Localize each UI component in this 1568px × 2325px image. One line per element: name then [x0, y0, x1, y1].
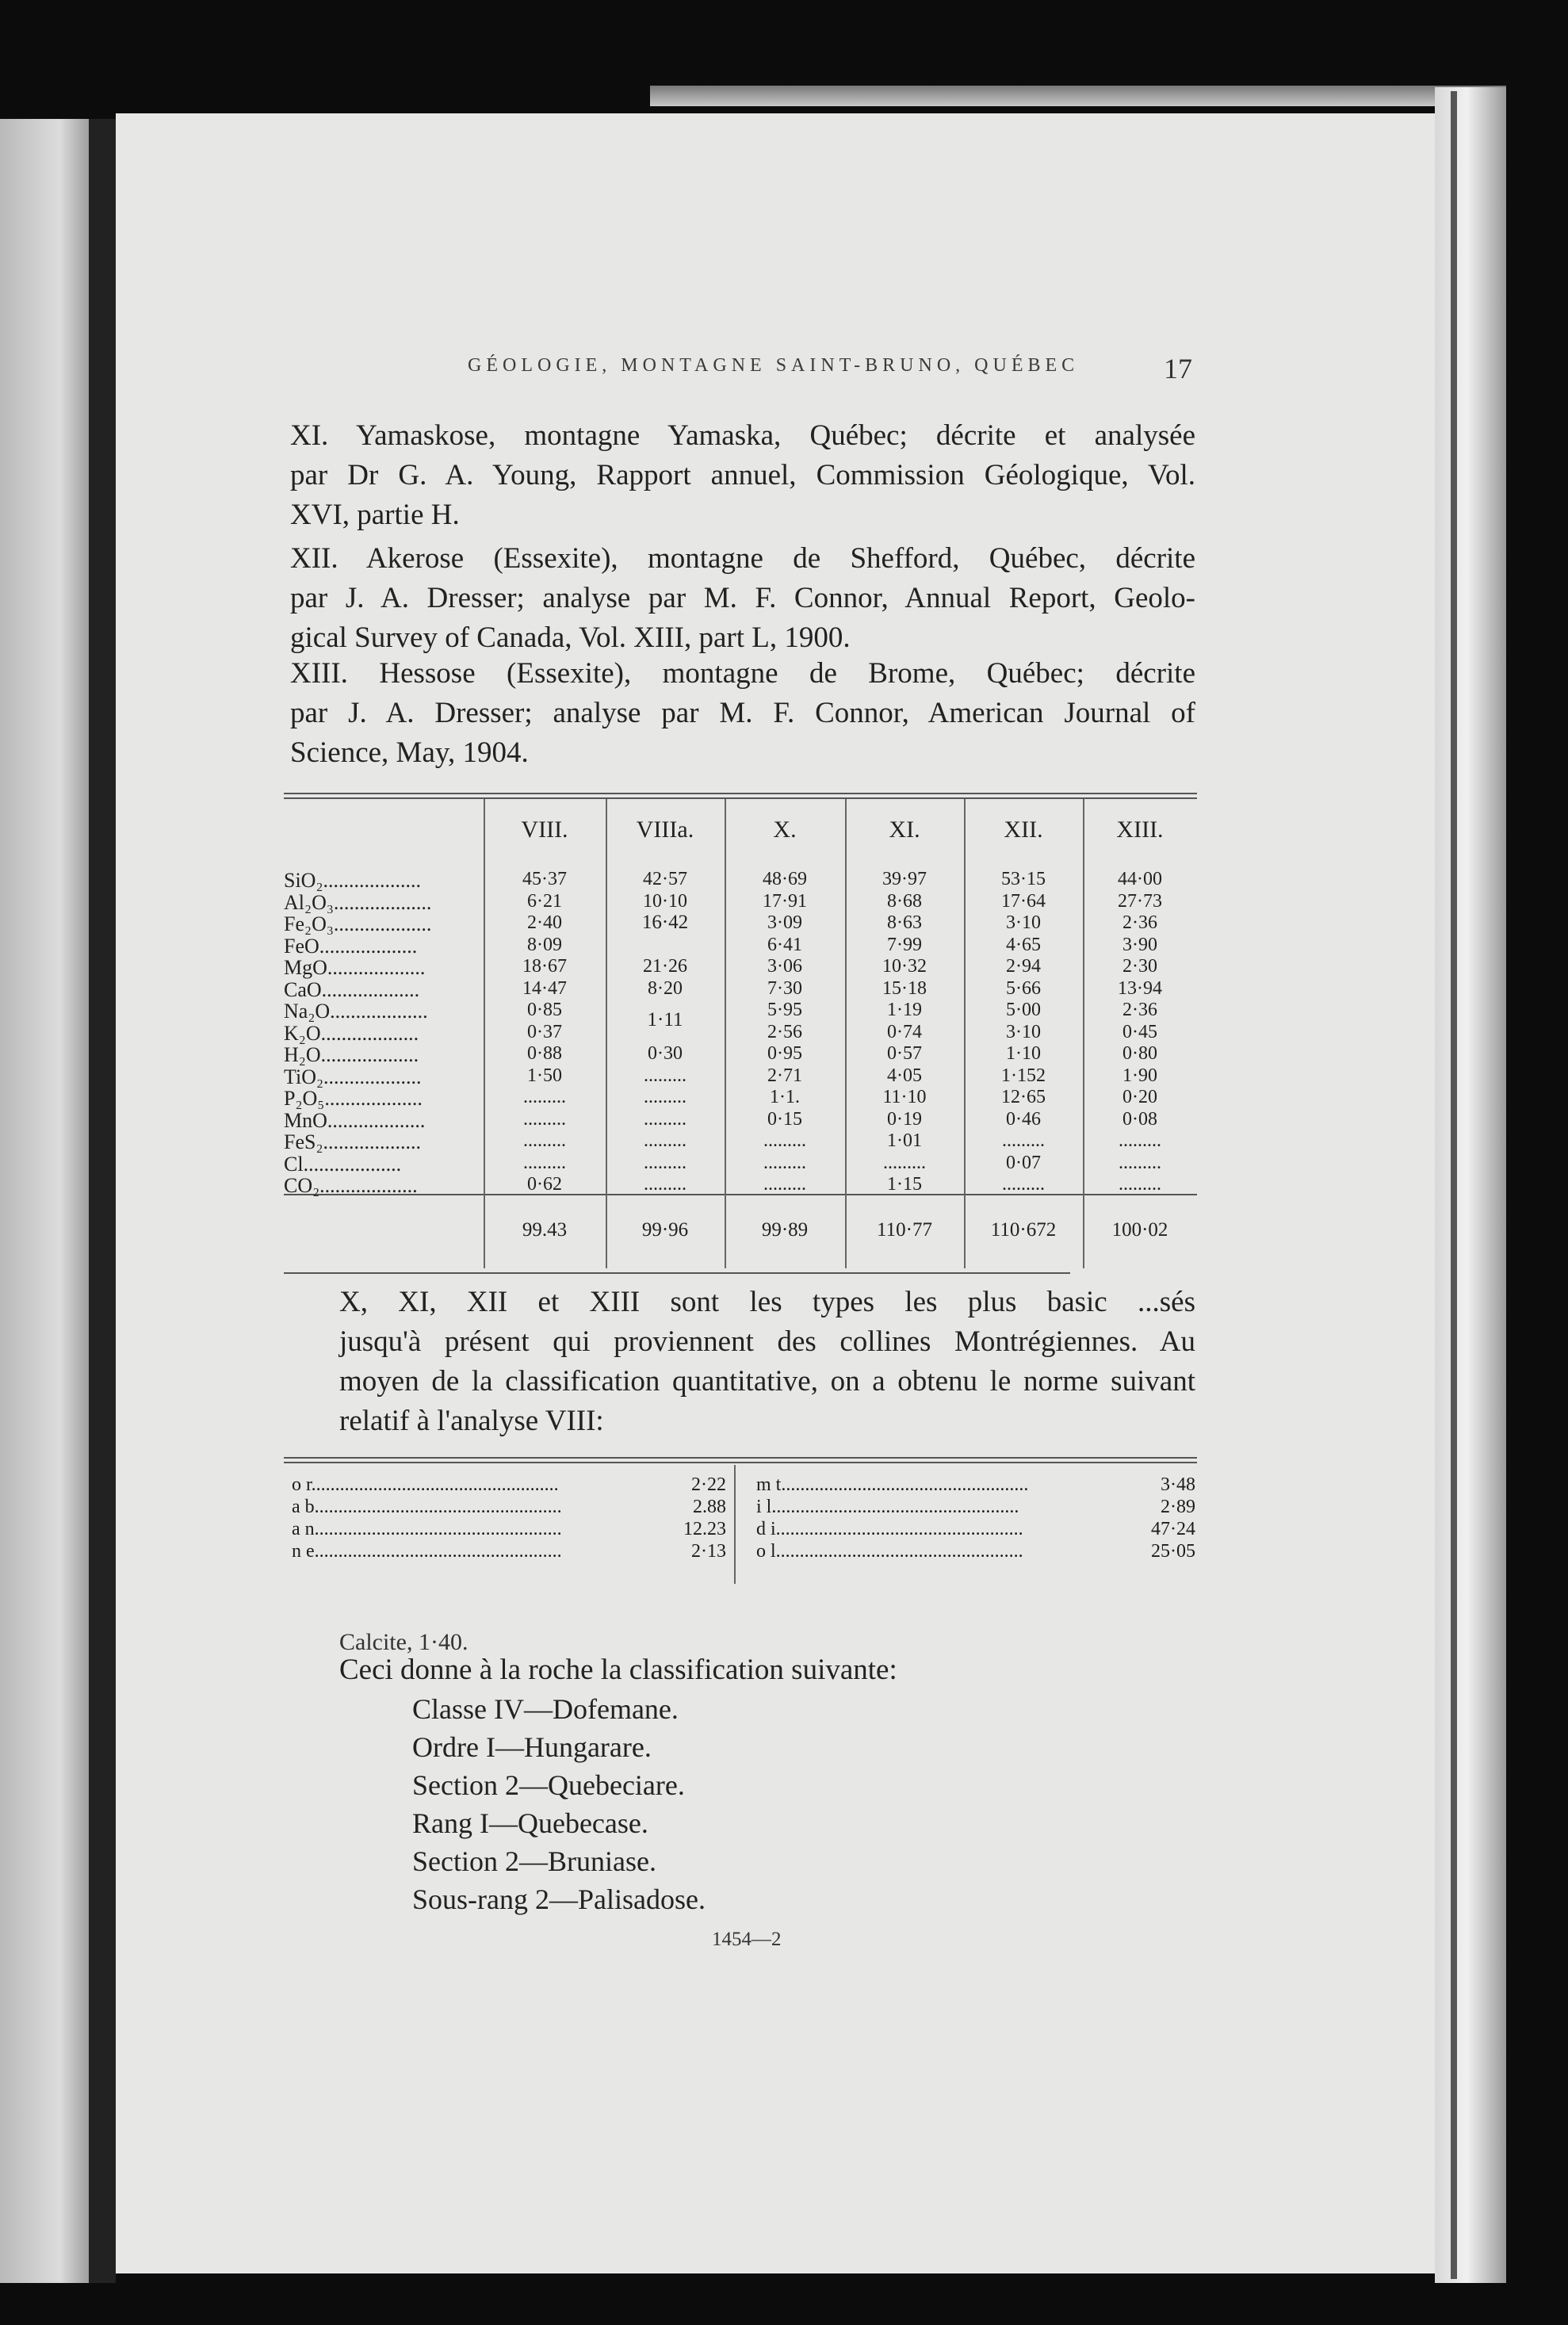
table-cell: 0·15 [767, 1108, 802, 1130]
row-label: CO₂................... [284, 1174, 418, 1197]
table-cell: 1·152 [1001, 1065, 1046, 1086]
table-cell: ......... [644, 1087, 686, 1107]
table-cell: 8·68 [887, 890, 922, 912]
column-header: XII. [1004, 816, 1043, 843]
table-cell: 0·95 [767, 1043, 802, 1064]
table-cell: 7·99 [887, 934, 922, 955]
norm-label: m t.................................................... [756, 1474, 1029, 1495]
classification-line: Ordre I—Hungarare. [412, 1731, 652, 1763]
row-label: MgO................... [284, 956, 426, 979]
table-cell: 21·26 [643, 956, 687, 977]
table-cell: 14·47 [522, 977, 567, 999]
norm-rule-top [284, 1457, 1197, 1459]
table-rule-bottom [284, 1272, 1070, 1274]
table-cell: 0·19 [887, 1108, 922, 1130]
table-cell: 10·10 [643, 890, 687, 912]
table-cell: 8·09 [527, 934, 562, 955]
norm-value: 2.88 [693, 1497, 726, 1517]
table-cell: 1·50 [527, 1065, 562, 1086]
table-cell: 3·06 [767, 956, 802, 977]
table-cell: ......... [523, 1087, 566, 1107]
table-cell: ......... [1119, 1174, 1161, 1195]
table-cell: 1·01 [887, 1130, 922, 1151]
paragraph-line: moyen de la classification quantitative, on a obtenu le norme suivant [339, 1365, 1195, 1398]
norm-value: 25·05 [1151, 1541, 1195, 1562]
classification-line: Rang I—Quebecase. [412, 1807, 648, 1839]
footer-code: 1454—2 [712, 1929, 782, 1950]
column-header: X. [773, 816, 797, 843]
table-cell: 2·30 [1122, 956, 1157, 977]
column-total: 110·672 [990, 1219, 1057, 1241]
scan-top-shadow [650, 86, 1506, 106]
table-cell: 8·63 [887, 912, 922, 933]
column-header: XIII. [1116, 816, 1164, 843]
column-total: 110·77 [877, 1219, 932, 1241]
table-cell: ......... [763, 1152, 806, 1173]
table-cell: 2·56 [767, 1021, 802, 1042]
table-cell: 2·71 [767, 1065, 802, 1086]
table-cell: ......... [763, 1130, 806, 1151]
classification-line: Section 2—Bruniase. [412, 1845, 656, 1877]
table-cell: 53·15 [1001, 869, 1046, 889]
paragraph-xi [290, 416, 1195, 535]
table-cell: 44·00 [1118, 869, 1162, 889]
table-cell: 3·10 [1006, 912, 1041, 933]
classification-line: Sous-rang 2—Palisadose. [412, 1883, 706, 1915]
table-cell: ......... [644, 1130, 686, 1151]
table-cell: ......... [1002, 1130, 1045, 1151]
row-label: MnO................... [284, 1108, 426, 1132]
row-label: Cl................... [284, 1152, 402, 1176]
table-cell: 27·73 [1118, 890, 1162, 912]
table-cell: 0·80 [1122, 1043, 1157, 1064]
table-cell: 0·30 [648, 1043, 683, 1064]
table-cell: 18·67 [522, 956, 567, 977]
table-rule-top [284, 793, 1197, 794]
column-header: XI. [889, 816, 920, 843]
table-cell: 8·20 [648, 977, 683, 999]
table-cell: 2·94 [1006, 956, 1041, 977]
table-cell: 2·40 [527, 912, 562, 933]
table-cell: 0·62 [527, 1174, 562, 1195]
row-label: SiO₂................... [284, 869, 422, 892]
table-cell: 13·94 [1118, 977, 1162, 999]
row-label: K₂O................... [284, 1021, 419, 1045]
norm-label: i l.................................................... [756, 1497, 1019, 1517]
table-cell: ......... [1119, 1152, 1161, 1173]
scan-gutter [89, 119, 116, 2283]
table-cell: 1·90 [1122, 1065, 1157, 1086]
table-rule-top-double [284, 797, 1197, 799]
table-cell: ......... [644, 1065, 686, 1086]
column-total: 100·02 [1111, 1219, 1168, 1241]
table-cell: 0·45 [1122, 1021, 1157, 1042]
table-cell: 42·57 [643, 869, 687, 889]
table-cell: 17·64 [1001, 890, 1046, 912]
paragraph-line: X, XI, XII et XIII sont les types les plus basic ...sés [339, 1286, 1195, 1318]
paragraph-line: XII. Akerose (Essexite), montagne de Shefford, Québec, décrite [290, 542, 1195, 575]
table-cell: 1·10 [1006, 1043, 1041, 1064]
column-header: VIIIa. [636, 816, 694, 843]
paragraph-line: par J. A. Dresser; analyse par M. F. Connor, Annual Report, Geolo- [290, 582, 1195, 614]
table-cell: 1·1. [770, 1087, 800, 1107]
table-cell: 17·91 [763, 890, 807, 912]
norm-label: o r.................................................... [292, 1474, 559, 1495]
paragraph-line: jusqu'à présent qui proviennent des collines Montrégiennes. Au [339, 1325, 1195, 1358]
table-cell: 0·07 [1006, 1152, 1041, 1173]
table-cell: 12·65 [1001, 1087, 1046, 1107]
table-cell: 0·37 [527, 1021, 562, 1042]
paragraph-line: XVI, partie H. [290, 499, 460, 531]
table-cell: 3·90 [1122, 934, 1157, 955]
table-cell: 11·10 [882, 1087, 927, 1107]
table-cell: ......... [763, 1174, 806, 1195]
table-cell: 0·88 [527, 1043, 562, 1064]
table-cell: ......... [644, 1108, 686, 1130]
paragraph-xii [290, 539, 1195, 658]
norm-value: 47·24 [1151, 1519, 1195, 1539]
row-label: Na₂O................... [284, 1000, 428, 1023]
calcite-note: Calcite, 1·40. [339, 1629, 468, 1655]
table-cell: ......... [1002, 1174, 1045, 1195]
table-cell: 7·30 [767, 977, 802, 999]
paragraph-line: gical Survey of Canada, Vol. XIII, part L, 1900. [290, 621, 851, 654]
table-cell: ......... [523, 1130, 566, 1151]
page-number: 17 [1164, 353, 1192, 384]
table-cell: 6·21 [527, 890, 562, 912]
row-label: TiO₂................... [284, 1065, 422, 1088]
paragraph-line: par J. A. Dresser; analyse par M. F. Connor, American Journal of [290, 697, 1195, 729]
table-cell: 5·66 [1006, 977, 1041, 999]
table-cell: 4·05 [887, 1065, 922, 1086]
table-cell: ......... [523, 1108, 566, 1130]
table-cell: 2·36 [1122, 1000, 1157, 1020]
table-cell: 39·97 [882, 869, 927, 889]
norm-value: 2·89 [1161, 1497, 1195, 1517]
norm-value: 2·22 [691, 1474, 726, 1495]
scan-left-edge [0, 119, 99, 2283]
table-cell: 6·41 [767, 934, 802, 955]
table-cell: 3·09 [767, 912, 802, 933]
norm-label: n e.................................................... [292, 1541, 562, 1562]
row-label: P₂O₅................... [284, 1087, 423, 1110]
table-cell: 3·10 [1006, 1021, 1041, 1042]
paragraph-line: par Dr G. A. Young, Rapport annuel, Commission Géologique, Vol. [290, 459, 1195, 491]
paragraph-line: XI. Yamaskose, montagne Yamaska, Québec; décrite et analysée [290, 419, 1195, 452]
scan-right-binding [1435, 87, 1506, 2283]
table-cell: 1·19 [887, 1000, 922, 1020]
norm-value: 3·48 [1161, 1474, 1195, 1495]
classification-line: Classe IV—Dofemane. [412, 1693, 679, 1725]
table-cell: ......... [523, 1152, 566, 1173]
table-cell: 0·08 [1122, 1108, 1157, 1130]
table-cell: 4·65 [1006, 934, 1041, 955]
table-cell: 15·18 [882, 977, 927, 999]
paragraph-types [339, 1283, 1195, 1441]
scan-right-line [1451, 91, 1457, 2279]
column-header: VIII. [521, 816, 568, 843]
table-cell: 5·95 [767, 1000, 802, 1020]
table-cell: 0·57 [887, 1043, 922, 1064]
row-label: Al₂O₃................... [284, 890, 432, 914]
norm-table [284, 1457, 1197, 1616]
paragraph-line: Science, May, 1904. [290, 736, 529, 769]
column-total: 99·89 [761, 1219, 809, 1241]
norm-rule-top-double [284, 1462, 1197, 1463]
row-label: Fe₂O₃................... [284, 912, 432, 935]
table-cell: ......... [1119, 1130, 1161, 1151]
table-cell: 2·36 [1122, 912, 1157, 933]
norm-label: a n.................................................... [292, 1519, 562, 1539]
norm-value: 12.23 [683, 1519, 726, 1539]
row-label: H₂O................... [284, 1043, 419, 1066]
norm-label: o l.................................................... [756, 1541, 1023, 1562]
row-label: CaO................... [284, 977, 420, 1001]
table-cell: 0·46 [1006, 1108, 1041, 1130]
table-cell: 5·00 [1006, 1000, 1041, 1020]
table-cell: ......... [644, 1152, 686, 1173]
table-cell: 0·74 [887, 1021, 922, 1042]
table-cell: 1·15 [887, 1174, 922, 1195]
table-cell: 0·85 [527, 1000, 562, 1020]
running-head: GÉOLOGIE, MONTAGNE SAINT-BRUNO, QUÉBEC [468, 355, 1080, 376]
norm-label: a b.................................................... [292, 1497, 562, 1517]
table-cell: ......... [883, 1152, 926, 1173]
classification-intro: Ceci donne à la roche la classification suivante: [339, 1654, 897, 1686]
norm-divider [734, 1465, 736, 1584]
merged-cell-alkali: 1·11 [647, 1009, 683, 1031]
table-cell: 0·20 [1122, 1087, 1157, 1107]
paragraph-line: relatif à l'analyse VIII: [339, 1405, 604, 1437]
analysis-table [284, 793, 1197, 1268]
table-cell: 10·32 [882, 956, 927, 977]
table-cell: 48·69 [763, 869, 807, 889]
table-cell: 45·37 [522, 869, 567, 889]
table-cell: ......... [644, 1174, 686, 1195]
paragraph-xiii [290, 654, 1195, 773]
row-label: FeO................... [284, 934, 418, 958]
row-label: FeS₂................... [284, 1130, 422, 1153]
paragraph-line: XIII. Hessose (Essexite), montagne de Brome, Québec; décrite [290, 657, 1195, 690]
norm-label: d i.................................................... [756, 1519, 1023, 1539]
classification-line: Section 2—Quebeciare. [412, 1769, 685, 1801]
norm-value: 2·13 [691, 1541, 726, 1562]
column-total: 99·96 [641, 1219, 689, 1241]
merged-cell-fe: 16·42 [641, 912, 689, 933]
column-total: 99.43 [522, 1219, 568, 1241]
